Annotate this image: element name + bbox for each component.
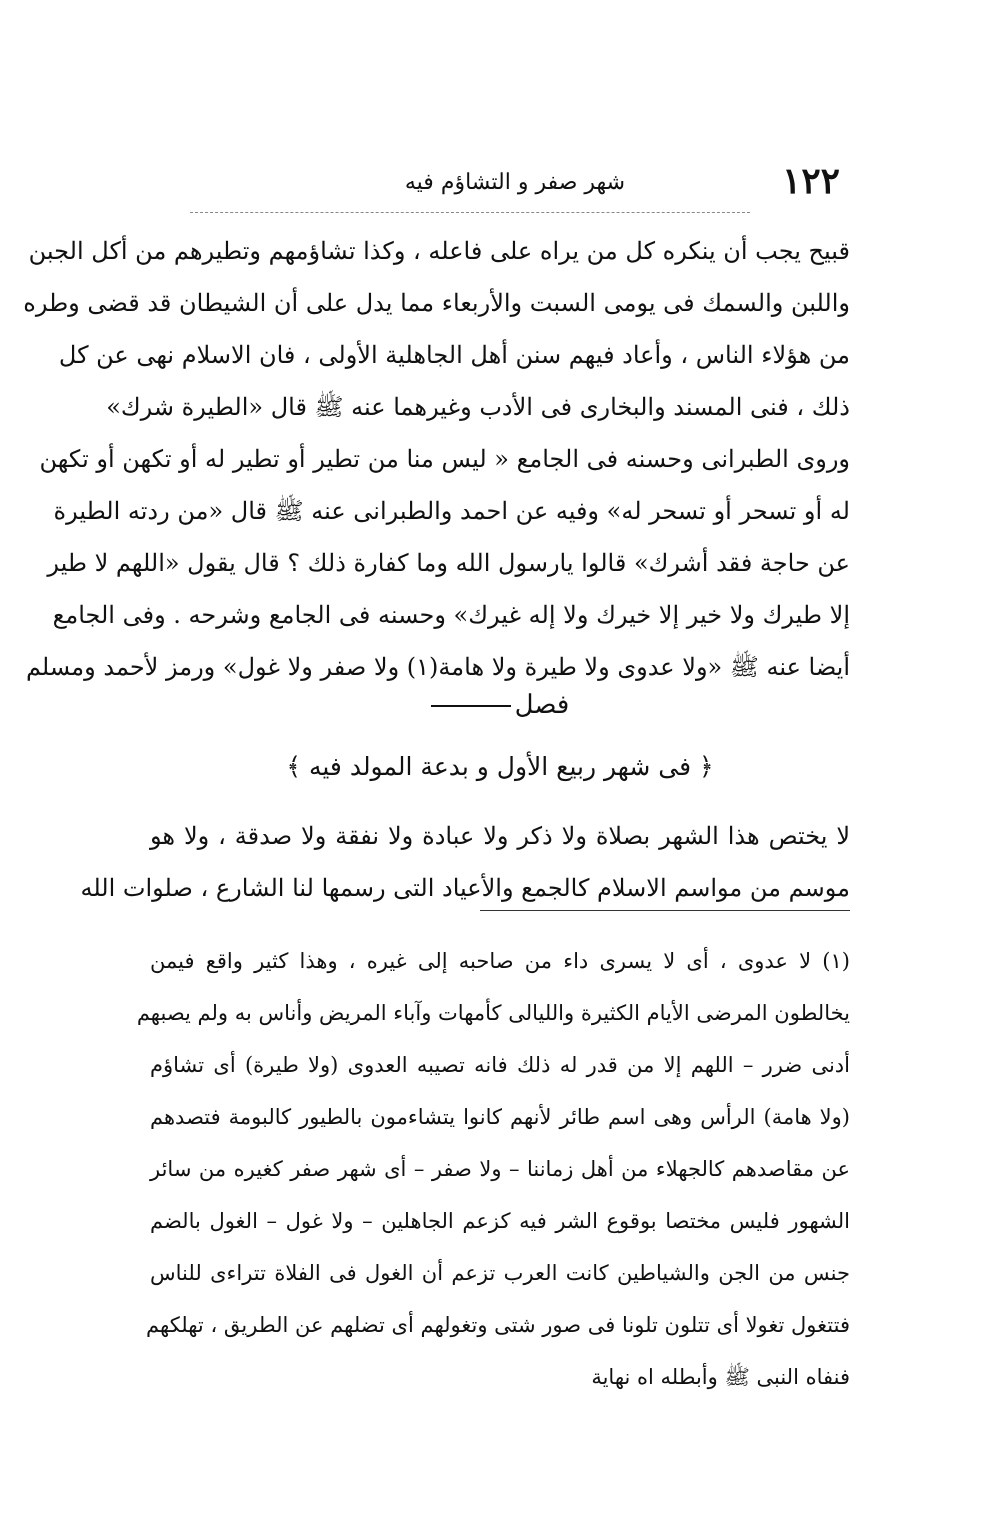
footnote-line: يخالطون المرضى الأيام الكثيرة والليالى كأمهات وآباء المريض وأناس به ولم يصبهم [136,1001,850,1025]
text-line: لا يختص هذا الشهر بصلاة ولا ذكر ولا عبادة ولا نفقة ولا صدقة ، ولا هو [150,822,850,850]
footnote-line: جنس من الجن والشياطين كانت العرب تزعم أن الغول فى الفلاة تتراءى للناس [150,1261,850,1285]
page-number: ١٢٢ [781,160,840,202]
footnote-divider [480,910,850,911]
footnote-line: فتتغول تغولا أى تتلون تلونا فى صور شتى وتغولهم أى تضلهم عن الطريق ، تهلكهم [146,1313,850,1337]
header-divider [190,212,750,213]
footnote-line: (١) لا عدوى ، أى لا يسرى داء من صاحبه إلى غيره ، وهذا كثير واقع فيمن [150,949,850,973]
footnote-line: الشهور فليس مختصا بوقوع الشر فيه كزعم الجاهلين – ولا غول – الغول بالضم [150,1209,850,1233]
footnote-line: عن مقاصدهم كالجهلاء من أهل زماننا – ولا صفر – أى شهر صفر كغيره من سائر [150,1157,850,1181]
running-title: شهر صفر و التشاؤم فيه [404,170,626,195]
text-line: موسم من مواسم الاسلام كالجمع والأعياد التى رسمها لنا الشارع ، صلوات الله [80,874,850,902]
section-text [80,810,850,914]
footnote [136,935,850,1403]
text-line: من هؤلاء الناس ، وأعاد فيهم سنن أهل الجاهلية الأولى ، فان الاسلام نهى عن كل [58,341,850,369]
section-subtitle: ﴿ فى شهر ربيع الأول و بدعة المولد فيه ﴾ [286,752,714,781]
text-line: واللبن والسمك فى يومى السبت والأربعاء مما يدل على أن الشيطان قد قضى وطره [23,289,850,317]
footnote-line: أدنى ضرر – اللهم إلا من قدر له ذلك فانه تصيبه العدوى (ولا طيرة) أى تشاؤم [150,1053,850,1077]
main-text [23,225,850,693]
footnote-line: (ولا هامة) الرأس وهى اسم طائر لأنهم كانوا يتشاءمون بالطيور كالبومة فتصدهم [150,1105,850,1129]
text-line: وروى الطبرانى وحسنه فى الجامع « ليس منا من تطير أو تطير له أو تكهن أو تكهن [39,445,850,473]
heading-underline [431,705,511,707]
text-line: ذلك ، فنى المسند والبخارى فى الأدب وغيرهما عنه ﷺ قال «الطيرة شرك» [106,393,850,421]
text-line: أيضا عنه ﷺ «ولا عدوى ولا طيرة ولا هامة(١) ولا صفر ولا غول» ورمز لأحمد ومسلم [25,653,850,681]
text-line: له أو تسحر أو تسحر له» وفيه عن احمد والطبرانى عنه ﷺ قال «من ردته الطيرة [53,497,850,525]
text-line: قبيح يجب أن ينكره كل من يراه على فاعله ، وكذا تشاؤمهم وتطيرهم من أكل الجبن [28,237,850,265]
section-heading [150,690,850,720]
page-header [150,160,840,220]
section-heading-text: فصل [514,690,570,720]
footnote-line: فنفاه النبى ﷺ وأبطله اه نهاية [591,1365,850,1389]
text-line: عن حاجة فقد أشرك» قالوا يارسول الله وما كفارة ذلك ؟ قال يقول «اللهم لا طير [47,549,850,577]
text-line: إلا طيرك ولا خير إلا خيرك ولا إله غيرك» وحسنه فى الجامع وشرحه . وفى الجامع [52,601,850,629]
